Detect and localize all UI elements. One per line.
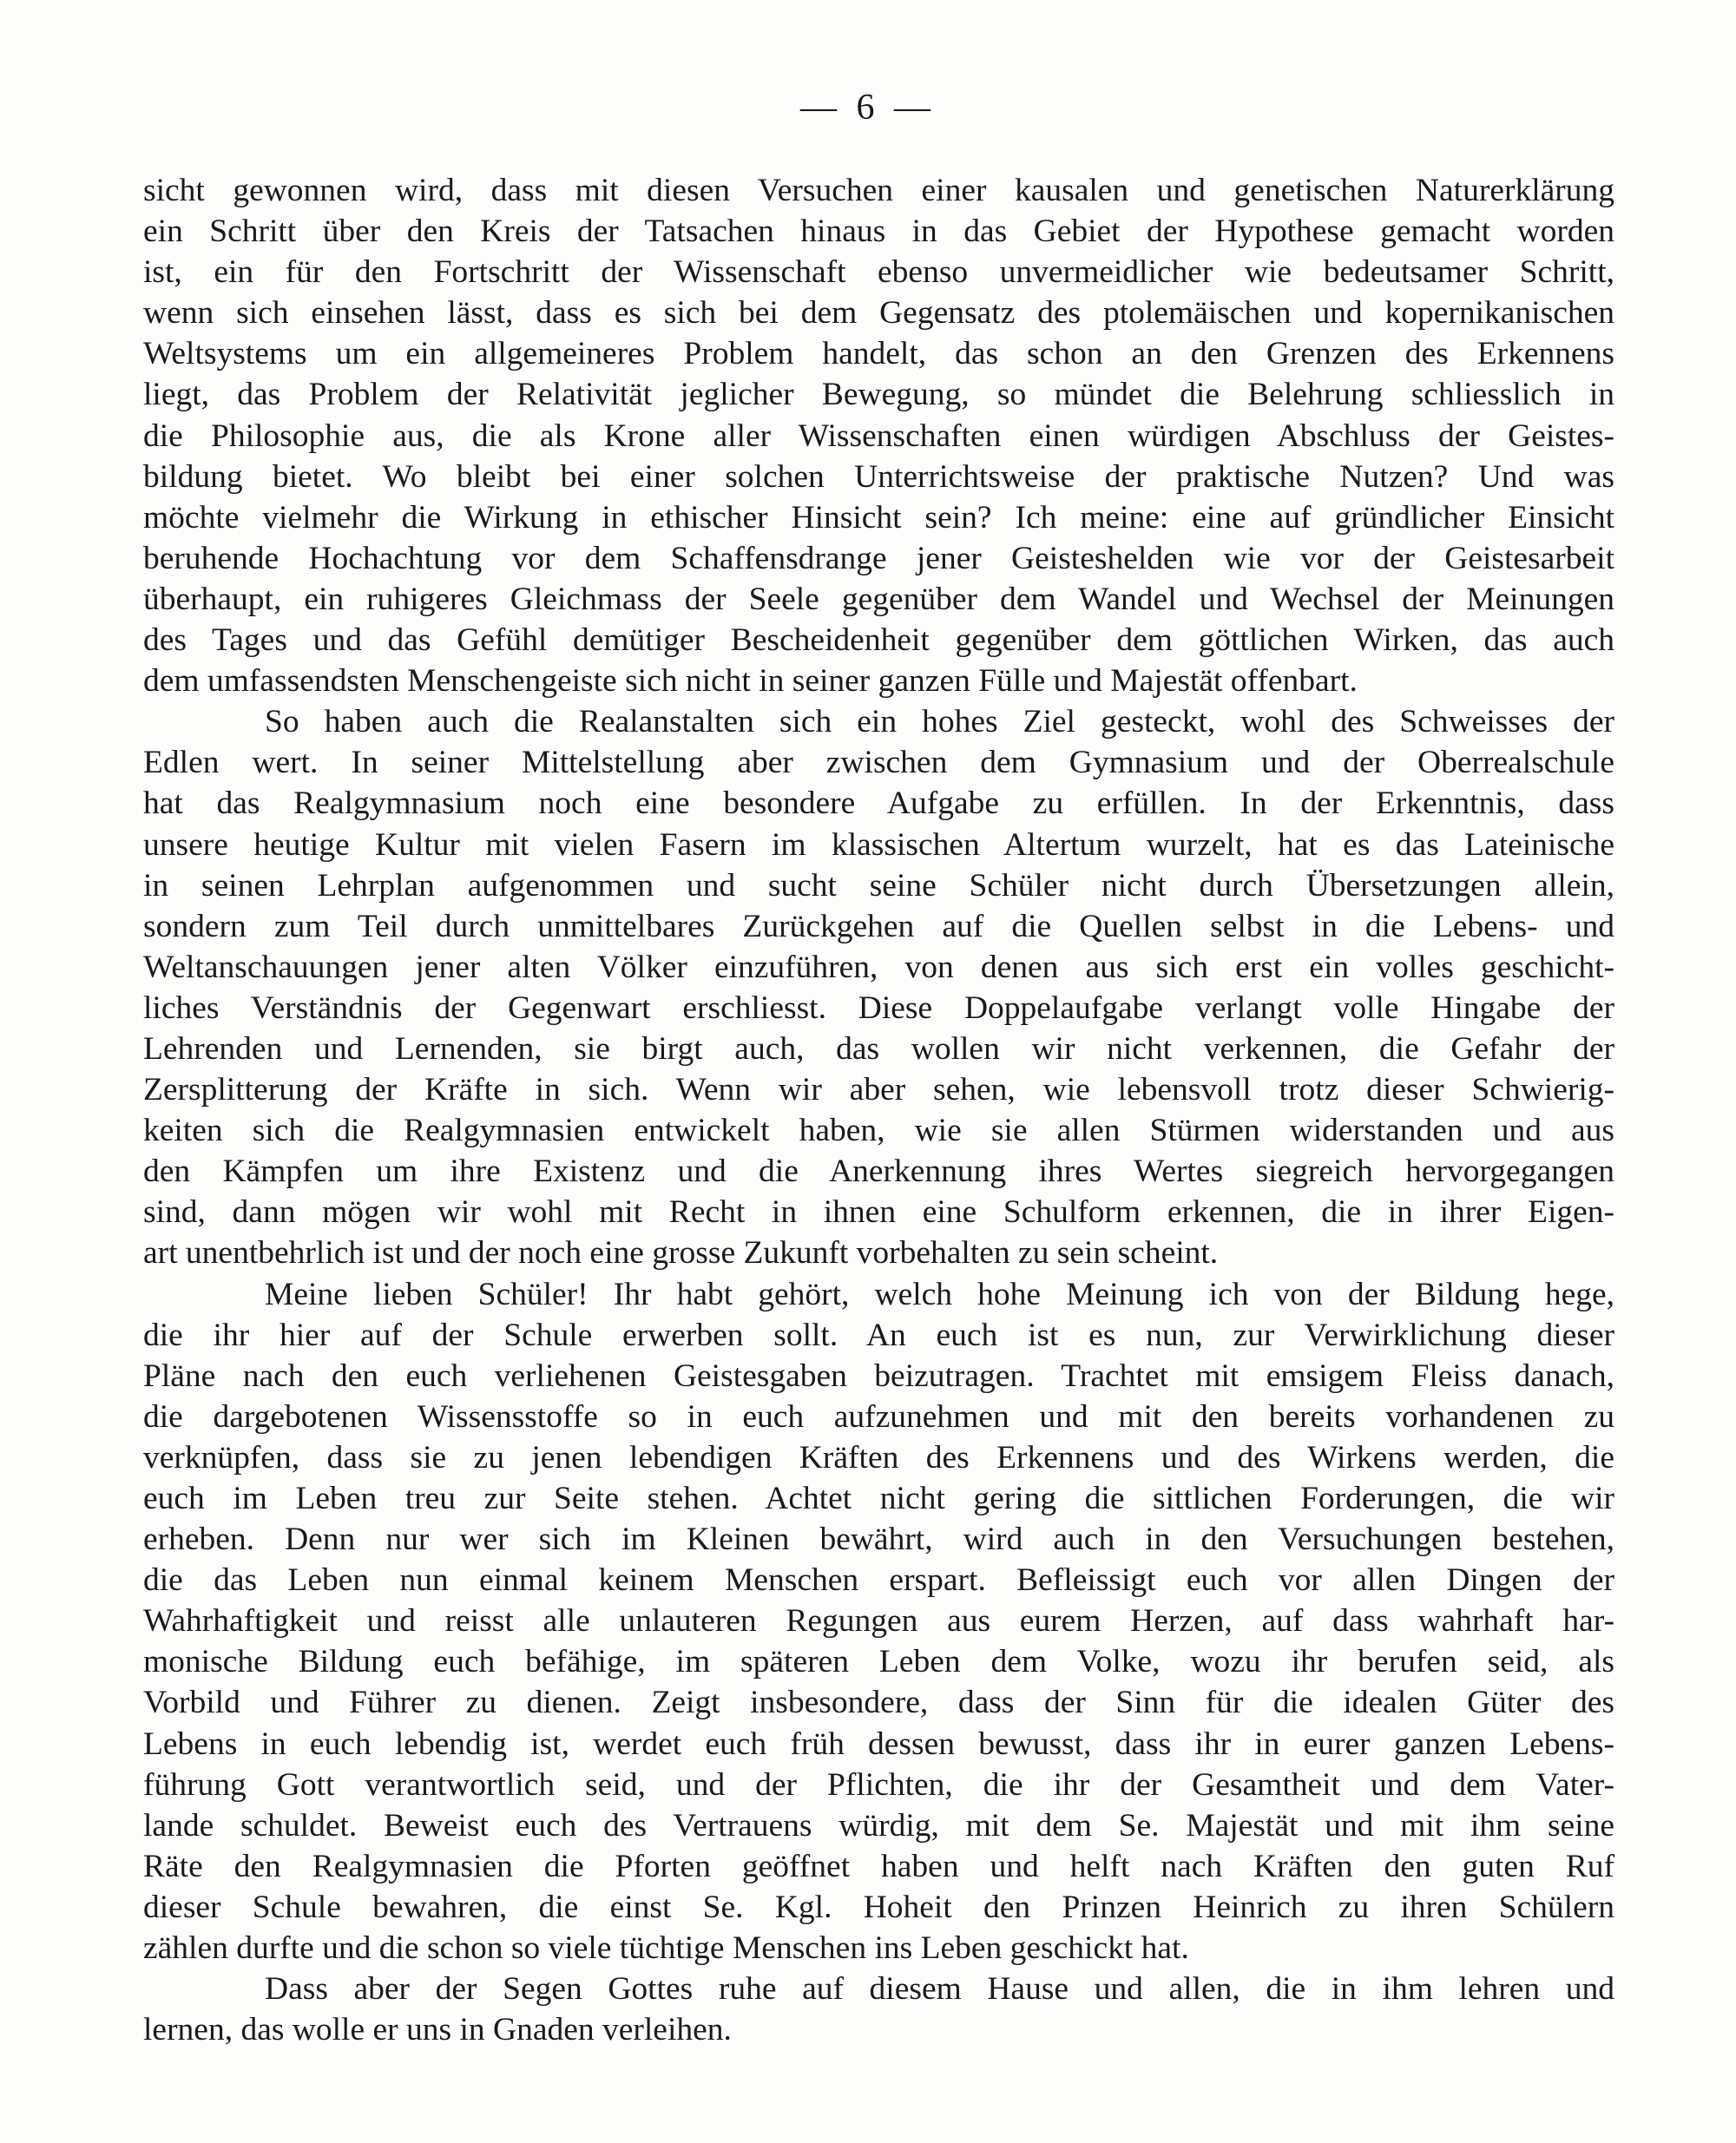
text-line: zählen durfte und die schon so viele tüchtige Menschen ins Leben geschickt hat. [143,1930,1189,1967]
text-line: keiten sich die Realgymnasien entwickelt haben, wie sie allen Stürmen widerstanden und aus [143,1113,1614,1149]
text-line: Vorbild und Führer zu dienen. Zeigt insbesondere, dass der Sinn für die idealen Güter des [143,1685,1614,1721]
text-line: des Tages und das Gefühl demütiger Bescheidenheit gegenüber dem göttlichen Wirken, das auch [143,622,1614,659]
text-line: bildung bietet. Wo bleibt bei einer solchen Unterrichtsweise der praktische Nutzen? Und was [143,458,1614,495]
text-line: ist, ein für den Fortschritt der Wissenschaft ebenso unvermeidlicher wie bedeutsamer Schritt, [143,254,1614,291]
text-line: möchte vielmehr die Wirkung in ethischer Hinsicht sein? Ich meine: eine auf gründlicher Einsicht [143,499,1614,536]
text-line: dem umfassendsten Menschengeiste sich nicht in seiner ganzen Fülle und Majestät offenbart. [143,663,1358,700]
text-line: überhaupt, ein ruhigeres Gleichmass der Seele gegenüber dem Wandel und Wechsel der Meinungen [143,581,1614,617]
text-line: euch im Leben treu zur Seite stehen. Achtet nicht gering die sittlichen Forderungen, die wir [143,1481,1614,1516]
text-line: Weltsystems um ein allgemeineres Problem handelt, das schon an den Grenzen des Erkennens [143,336,1614,372]
paragraph [143,701,1614,1273]
text-line: sind, dann mögen wir wohl mit Recht in ihnen eine Schulform erkennen, die in ihrer Eigen- [143,1194,1614,1231]
text-line: Räte den Realgymnasien die Pforten geöffnet haben und helft nach Kräften den guten Ruf [143,1848,1614,1884]
text-line: Weltanschauungen jener alten Völker einzuführen, von denen aus sich erst ein volles geschicht- [143,949,1614,985]
text-line: lande schuldet. Beweist euch des Vertrauens würdig, mit dem Se. Majestät und mit ihm seine [143,1807,1614,1844]
text-line: Zersplitterung der Kräfte in sich. Wenn wir aber sehen, wie lebensvoll trotz dieser Schwierig- [143,1072,1614,1108]
paragraph [143,1969,1614,2050]
text-line: die Philosophie aus, die als Krone aller Wissenschaften einen würdigen Abschluss der Geistes- [143,417,1614,454]
text-line: führung Gott verantwortlich seid, und der Pflichten, die ihr der Gesamtheit und dem Vater- [143,1766,1614,1803]
text-line: Meine lieben Schüler! Ihr habt gehört, welch hohe Meinung ich von der Bildung hege, [265,1276,1614,1312]
text-line: Lehrenden und Lernenden, sie birgt auch, das wollen wir nicht verkennen, die Gefahr der [143,1030,1614,1067]
text-line: die dargebotenen Wissensstoffe so in euch aufzunehmen und mit den bereits vorhandenen zu [143,1398,1614,1435]
text-line: die ihr hier auf der Schule erwerben sollt. An euch ist es nun, zur Verwirklichung dieser [143,1317,1614,1353]
paragraph [143,1274,1614,1969]
text-line: erheben. Denn nur wer sich im Kleinen bewährt, wird auch in den Versuchungen bestehen, [143,1522,1614,1558]
text-line: So haben auch die Realanstalten sich ein hohes Ziel gesteckt, wohl des Schweisses der [265,704,1614,740]
text-line: monische Bildung euch befähige, im späteren Leben dem Volke, wozu ihr berufen seid, als [143,1644,1614,1680]
text-line: verknüpfen, dass sie zu jenen lebendigen Kräften des Erkennens und des Wirkens werden, die [143,1439,1614,1476]
text-line: liegt, das Problem der Relativität jeglicher Bewegung, so mündet die Belehrung schliesslich in [143,377,1614,413]
body-text [143,170,1614,2050]
text-line: Pläne nach den euch verliehenen Geistesgaben beizutragen. Trachtet mit emsigem Fleiss danach, [143,1357,1614,1394]
text-line: unsere heutige Kultur mit vielen Fasern im klassischen Altertum wurzelt, hat es das Lateinische [143,826,1614,863]
text-line: Lebens in euch lebendig ist, werdet euch früh dessen bewusst, dass ihr in eurer ganzen Lebens- [143,1726,1614,1762]
text-line: lernen, das wolle er uns in Gnaden verleihen. [143,2012,732,2048]
text-line: Dass aber der Segen Gottes ruhe auf diesem Hause und allen, die in ihm lehren und [265,1971,1614,2008]
text-line: wenn sich einsehen lässt, dass es sich bei dem Gegensatz des ptolemäischen und kopernikanischen [143,295,1614,332]
text-line: beruhende Hochachtung vor dem Schaffensdrange jener Geisteshelden wie vor der Geistesarbeit [143,540,1614,576]
text-line: ein Schritt über den Kreis der Tatsachen hinaus in das Gebiet der Hypothese gemacht worden [143,214,1614,250]
text-line: hat das Realgymnasium noch eine besondere Aufgabe zu erfüllen. In der Erkenntnis, dass [143,786,1614,822]
text-line: sicht gewonnen wird, dass mit diesen Versuchen einer kausalen und genetischen Naturerklärung [143,173,1614,208]
text-line: in seinen Lehrplan aufgenommen und sucht seine Schüler nicht durch Übersetzungen allein, [143,867,1614,904]
text-line: dieser Schule bewahren, die einst Se. Kgl. Hoheit den Prinzen Heinrich zu ihren Schülern [143,1889,1614,1925]
text-line: Edlen wert. In seiner Mittelstellung aber zwischen dem Gymnasium und der Oberrealschule [143,745,1614,781]
text-line: den Kämpfen um ihre Existenz und die Anerkennung ihres Wertes siegreich hervorgegangen [143,1154,1614,1190]
paragraph [143,170,1614,701]
text-line: sondern zum Teil durch unmittelbares Zurückgehen auf die Quellen selbst in die Lebens- und [143,908,1614,944]
text-line: liches Verständnis der Gegenwart erschliesst. Diese Doppelaufgabe verlangt volle Hingabe der [143,989,1614,1026]
text-line: art unentbehrlich ist und der noch eine grosse Zukunft vorbehalten zu sein scheint. [143,1235,1219,1272]
page-number: — 6 — [800,88,936,128]
text-line: Wahrhaftigkeit und reisst alle unlauteren Regungen aus eurem Herzen, auf dass wahrhaft har- [143,1603,1614,1640]
text-line: die das Leben nun einmal keinem Menschen erspart. Befleissigt euch vor allen Dingen der [143,1562,1614,1599]
